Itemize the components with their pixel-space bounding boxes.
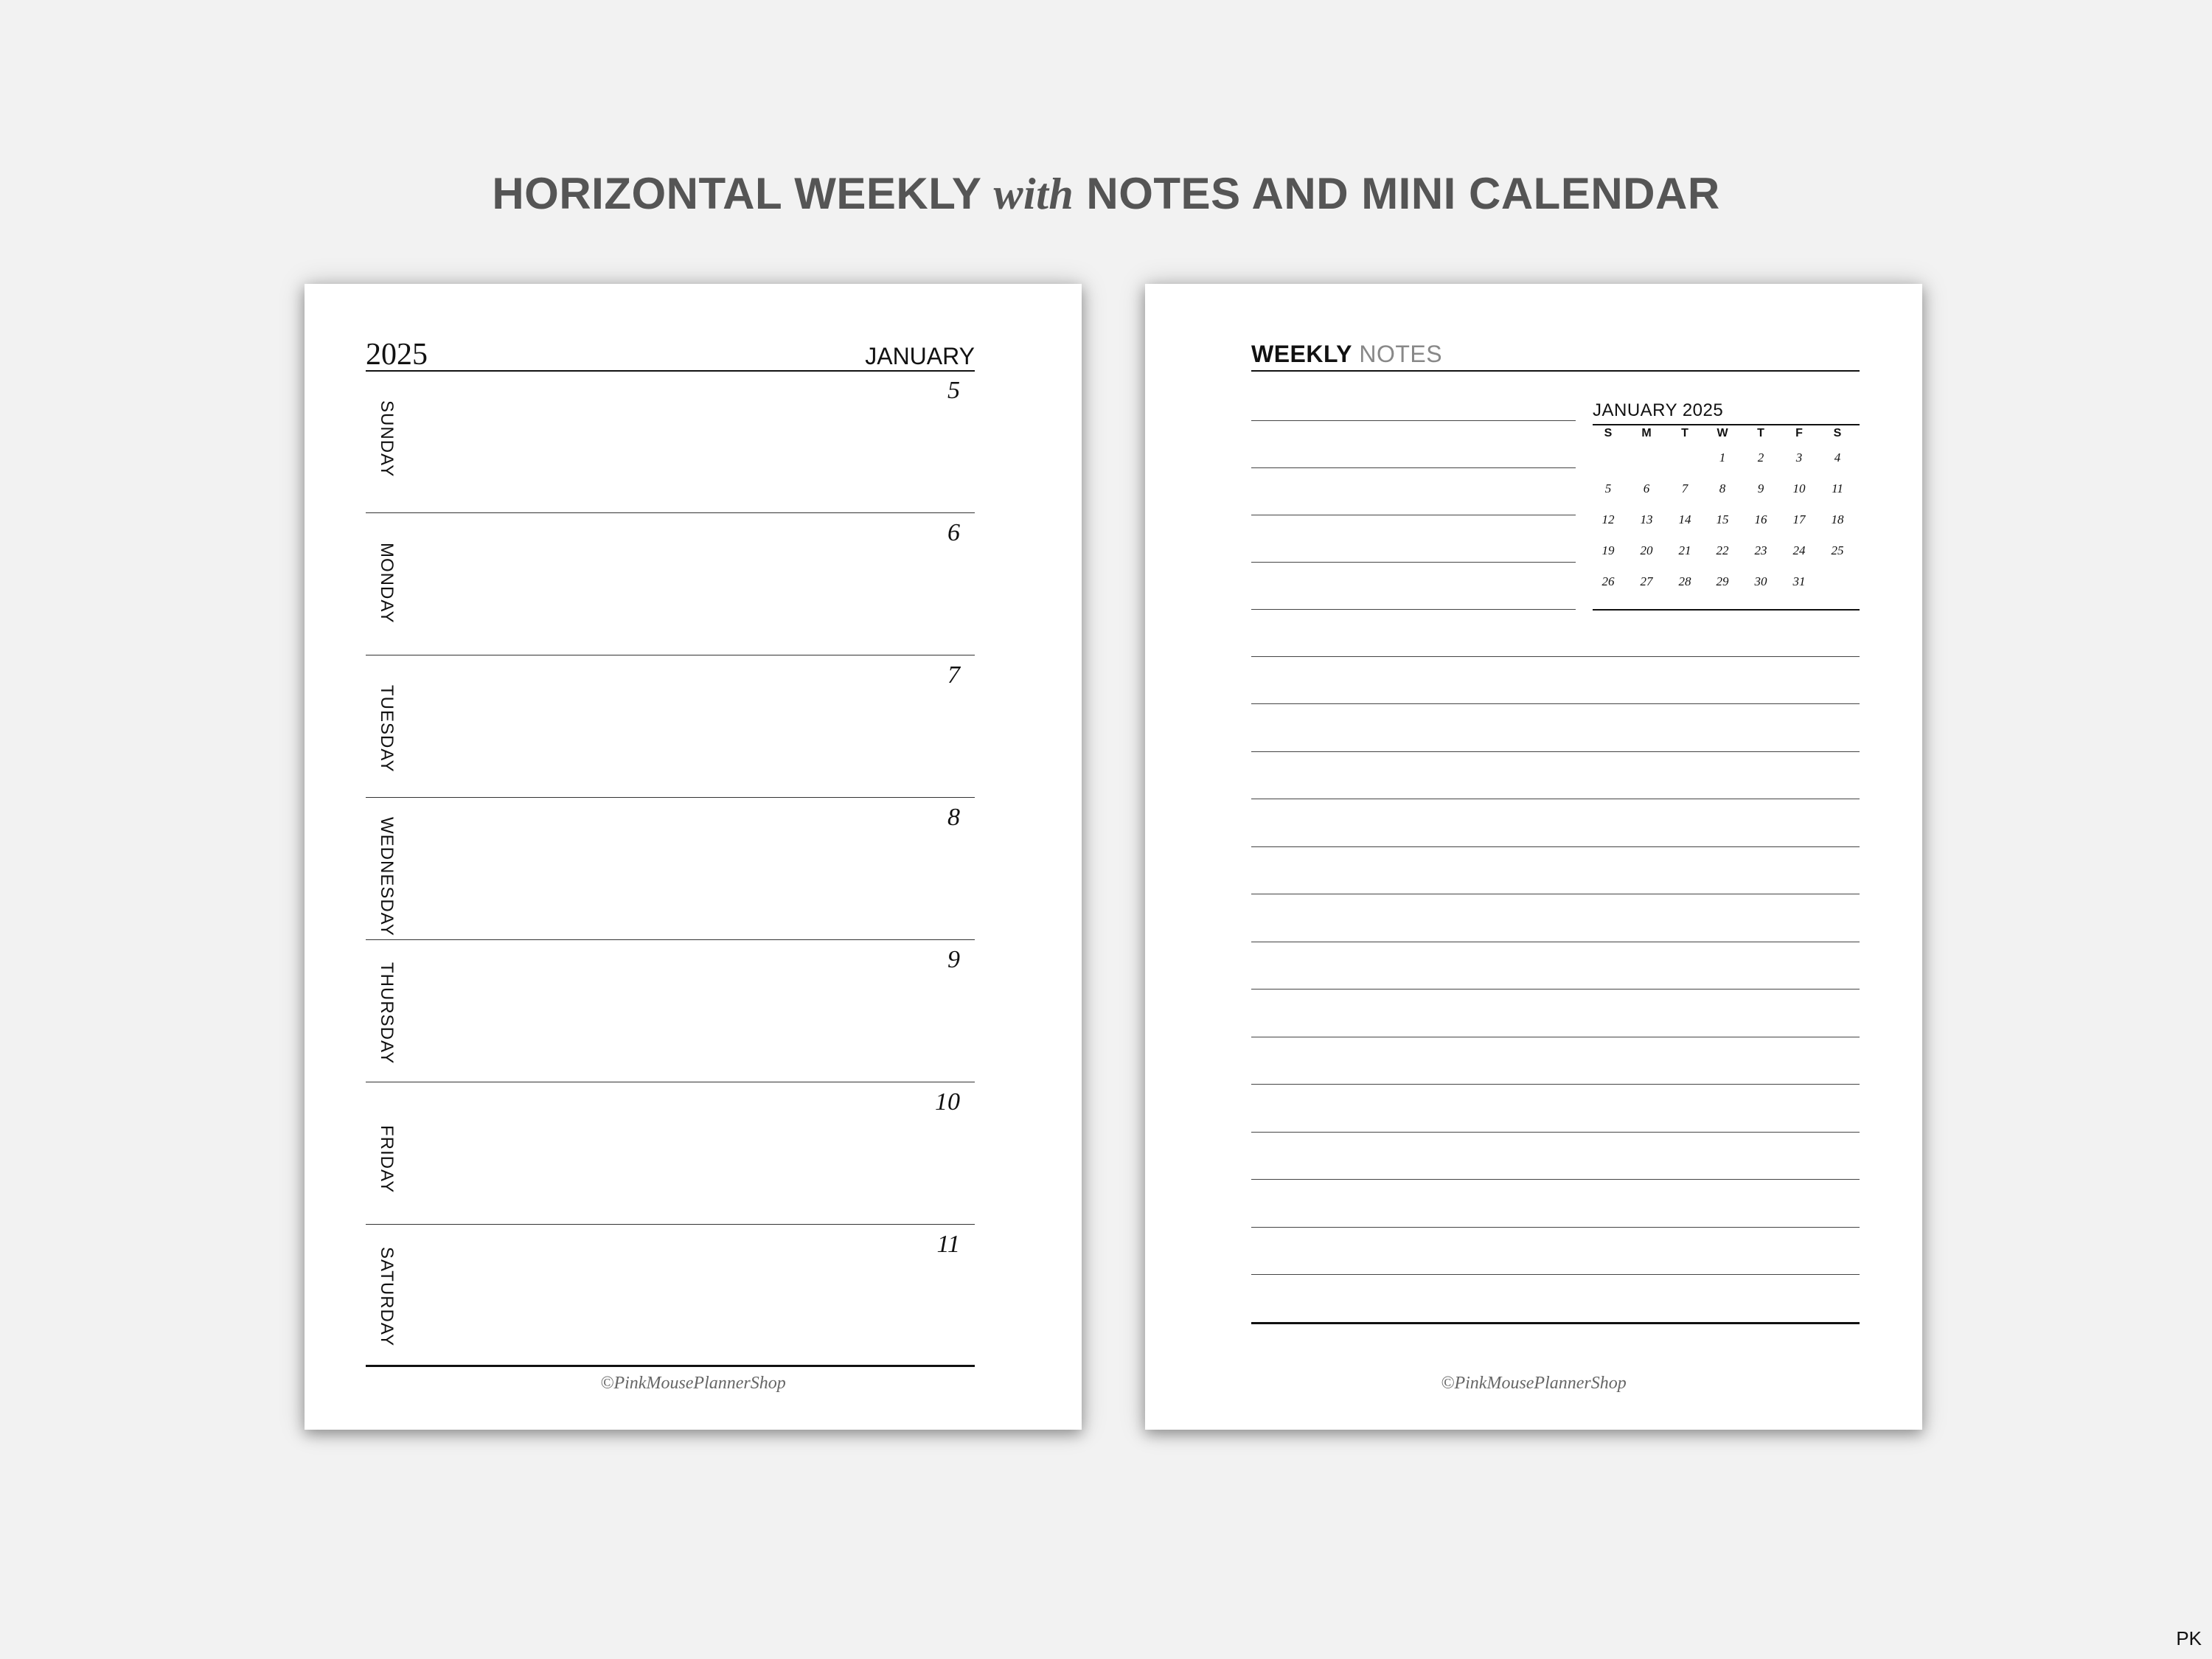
mini-day: 5 bbox=[1604, 481, 1612, 495]
note-line bbox=[1251, 656, 1860, 657]
mini-day: 8 bbox=[1719, 481, 1726, 495]
month-label: JANUARY bbox=[865, 343, 975, 369]
day-row-wednesday: WEDNESDAY 8 bbox=[366, 798, 975, 940]
weekday-label: F bbox=[1795, 427, 1803, 439]
mini-day: 23 bbox=[1754, 543, 1767, 557]
mini-day: 10 bbox=[1792, 481, 1806, 495]
mini-day: 20 bbox=[1640, 543, 1653, 557]
note-line bbox=[1251, 420, 1576, 421]
note-line bbox=[1251, 751, 1860, 752]
note-line bbox=[1251, 467, 1576, 468]
notes-heading-light: NOTES bbox=[1359, 341, 1443, 367]
day-number: 7 bbox=[947, 661, 960, 689]
mini-day: 1 bbox=[1719, 451, 1726, 465]
note-line bbox=[1251, 1084, 1860, 1085]
mini-day: 25 bbox=[1831, 543, 1844, 557]
mini-day: 11 bbox=[1832, 481, 1843, 495]
mini-day: 2 bbox=[1757, 451, 1764, 465]
day-number: 11 bbox=[936, 1231, 960, 1258]
mini-day: 30 bbox=[1754, 574, 1767, 588]
mini-day: 18 bbox=[1831, 512, 1844, 526]
mini-day: 26 bbox=[1601, 574, 1615, 588]
mini-day: 13 bbox=[1640, 512, 1653, 526]
day-number: 8 bbox=[947, 804, 960, 831]
day-row-thursday: THURSDAY 9 bbox=[366, 940, 975, 1082]
mini-day: 12 bbox=[1601, 512, 1615, 526]
title-part-1: HORIZONTAL WEEKLY bbox=[492, 169, 994, 218]
mini-day: 16 bbox=[1754, 512, 1767, 526]
mini-day: 3 bbox=[1795, 451, 1803, 465]
note-line bbox=[1251, 609, 1576, 610]
notes-heading-bold: WEEKLY bbox=[1251, 341, 1352, 367]
page-title bbox=[0, 168, 2212, 220]
mini-calendar-title: JANUARY 2025 bbox=[1593, 400, 1724, 420]
note-line bbox=[1251, 1274, 1860, 1275]
note-line bbox=[1251, 562, 1576, 563]
mini-day: 9 bbox=[1757, 481, 1764, 495]
day-number: 10 bbox=[935, 1088, 960, 1116]
note-line bbox=[1251, 1227, 1860, 1228]
mini-day: 7 bbox=[1681, 481, 1688, 495]
notes-heading bbox=[1251, 341, 1442, 368]
weekday-label: W bbox=[1717, 427, 1728, 439]
day-number: 9 bbox=[947, 946, 960, 973]
note-line bbox=[1251, 846, 1860, 847]
weekly-notes-page bbox=[1145, 284, 1922, 1430]
mini-day: 22 bbox=[1716, 543, 1729, 557]
note-line bbox=[1251, 1132, 1860, 1133]
title-with: with bbox=[993, 170, 1074, 218]
weekday-label: T bbox=[1757, 427, 1764, 439]
notes-header-rule bbox=[1251, 370, 1860, 372]
mini-day: 24 bbox=[1792, 543, 1806, 557]
mini-day: 6 bbox=[1643, 481, 1650, 495]
note-line bbox=[1251, 703, 1860, 704]
note-line bbox=[1251, 989, 1860, 990]
note-line bbox=[1251, 1179, 1860, 1180]
weekday-label: S bbox=[1604, 427, 1613, 439]
day-row-friday: FRIDAY 10 bbox=[366, 1082, 975, 1225]
mini-day: 21 bbox=[1678, 543, 1691, 557]
note-line-bottom bbox=[1251, 1322, 1860, 1324]
mini-day: 27 bbox=[1640, 574, 1653, 588]
shop-footer: ©PinkMousePlannerShop bbox=[1441, 1374, 1627, 1393]
title-part-2: NOTES AND MINI CALENDAR bbox=[1074, 169, 1720, 218]
weekly-planner-page bbox=[305, 284, 1082, 1430]
weekday-label: S bbox=[1833, 427, 1842, 439]
day-row-tuesday: TUESDAY 7 bbox=[366, 655, 975, 798]
day-row-saturday: SATURDAY 11 bbox=[366, 1225, 975, 1367]
mini-day: 15 bbox=[1716, 512, 1729, 526]
weekday-label: T bbox=[1681, 427, 1688, 439]
year-label: 2025 bbox=[366, 338, 428, 372]
mini-day: 28 bbox=[1678, 574, 1691, 588]
mini-day: 4 bbox=[1834, 451, 1841, 465]
mini-day: 19 bbox=[1601, 543, 1615, 557]
mini-calendar-bottom-rule bbox=[1593, 609, 1860, 611]
mini-day: 29 bbox=[1716, 574, 1729, 588]
corner-mark: PK bbox=[2176, 1627, 2202, 1649]
day-row-sunday: SUNDAY 5 bbox=[366, 371, 975, 513]
mini-day: 17 bbox=[1792, 512, 1806, 526]
day-row-monday: MONDAY 6 bbox=[366, 513, 975, 655]
mini-day: 14 bbox=[1678, 512, 1691, 526]
day-number: 5 bbox=[947, 377, 960, 404]
mini-day: 31 bbox=[1792, 574, 1806, 588]
weekday-label: M bbox=[1641, 427, 1652, 439]
shop-footer: ©PinkMousePlannerShop bbox=[600, 1374, 786, 1393]
mini-calendar-top-rule bbox=[1593, 424, 1860, 425]
day-number: 6 bbox=[947, 519, 960, 546]
